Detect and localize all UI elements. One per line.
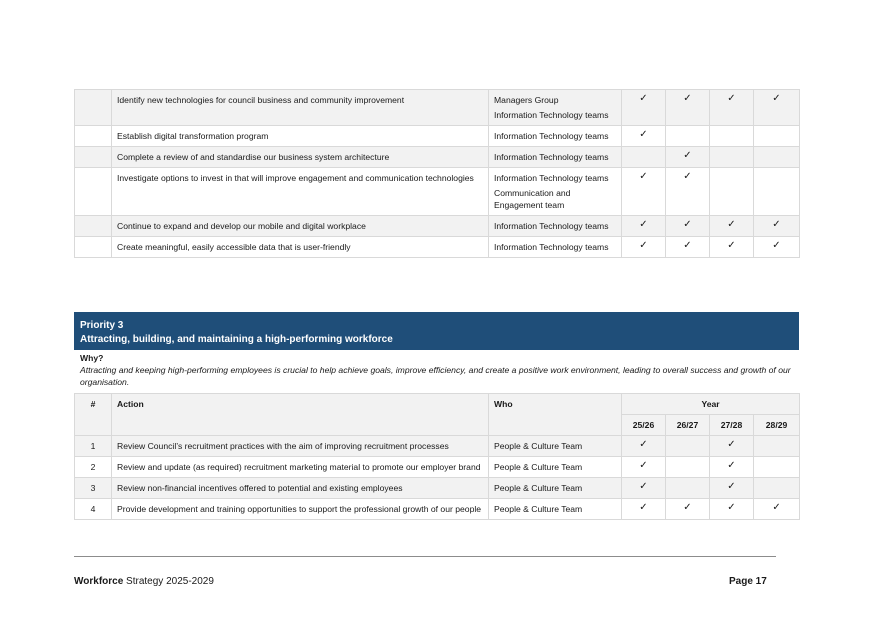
table-row xyxy=(75,457,800,478)
who-line: Communication and Engagement team xyxy=(494,188,571,210)
tick-cell: ✓ xyxy=(666,237,710,258)
why-section xyxy=(74,350,799,393)
tick-cell xyxy=(754,457,800,478)
who-cell: People & Culture Team xyxy=(489,436,622,457)
tick-cell xyxy=(666,478,710,499)
row-number xyxy=(75,237,112,258)
action-cell: Continue to expand and develop our mobile and digital workplace xyxy=(112,216,489,237)
who-cell: People & Culture Team xyxy=(489,499,622,520)
tick-cell: ✓ xyxy=(622,478,666,499)
who-cell: People & Culture Team xyxy=(489,457,622,478)
why-text: Attracting and keeping high-performing employees is crucial to help achieve goals, improve efficiency, and create a positive work environment, leading to overall success and growth of our organisation. xyxy=(80,365,791,387)
tick-cell xyxy=(754,436,800,457)
row-number: 1 xyxy=(75,436,112,457)
priority-label: Priority 3 xyxy=(80,320,124,331)
tick-cell xyxy=(622,147,666,168)
tick-cell: ✓ xyxy=(710,216,754,237)
tick-cell: ✓ xyxy=(666,499,710,520)
tick-cell xyxy=(710,168,754,216)
action-cell: Provide development and training opportunities to support the professional growth of our people xyxy=(112,499,489,520)
actions-table-priority-3 xyxy=(74,393,800,520)
footer-divider xyxy=(74,556,776,557)
action-cell: Review and update (as required) recruitment marketing material to promote our employer brand xyxy=(112,457,489,478)
table-row xyxy=(75,216,800,237)
tick-cell: ✓ xyxy=(622,237,666,258)
tick-cell: ✓ xyxy=(754,216,800,237)
who-line: Information Technology teams xyxy=(494,173,609,183)
action-cell: Investigate options to invest in that will improve engagement and communication technologies xyxy=(112,168,489,216)
tick-cell: ✓ xyxy=(754,499,800,520)
why-heading: Why? xyxy=(80,353,104,363)
who-line: Information Technology teams xyxy=(494,242,609,252)
tick-cell xyxy=(754,147,800,168)
header-year-col: 26/27 xyxy=(666,415,710,436)
actions-table-priority-2 xyxy=(74,89,800,258)
action-cell: Establish digital transformation program xyxy=(112,126,489,147)
who-line: Information Technology teams xyxy=(494,110,609,120)
header-who: Who xyxy=(489,394,622,436)
action-cell: Complete a review of and standardise our business system architecture xyxy=(112,147,489,168)
table-row xyxy=(75,90,800,126)
who-cell xyxy=(489,237,622,258)
tick-cell: ✓ xyxy=(710,499,754,520)
tick-cell: ✓ xyxy=(666,168,710,216)
table-row xyxy=(75,499,800,520)
action-cell: Review Council’s recruitment practices with the aim of improving recruitment processes xyxy=(112,436,489,457)
action-cell: Create meaningful, easily accessible data that is user-friendly xyxy=(112,237,489,258)
who-cell xyxy=(489,126,622,147)
row-number: 3 xyxy=(75,478,112,499)
row-number xyxy=(75,90,112,126)
tick-cell: ✓ xyxy=(622,499,666,520)
table-header-row xyxy=(75,394,800,415)
tick-cell: ✓ xyxy=(666,90,710,126)
header-year-col: 28/29 xyxy=(754,415,800,436)
tick-cell: ✓ xyxy=(622,168,666,216)
table-row xyxy=(75,168,800,216)
row-number: 2 xyxy=(75,457,112,478)
priority-title: Attracting, building, and maintaining a high-performing workforce xyxy=(80,334,393,345)
table-row xyxy=(75,147,800,168)
who-cell xyxy=(489,90,622,126)
tick-cell: ✓ xyxy=(754,90,800,126)
tick-cell: ✓ xyxy=(710,436,754,457)
tick-cell xyxy=(710,126,754,147)
row-number xyxy=(75,168,112,216)
tick-cell xyxy=(666,457,710,478)
tick-cell: ✓ xyxy=(710,457,754,478)
tick-cell: ✓ xyxy=(622,126,666,147)
footer-title-bold: Workforce xyxy=(74,576,124,587)
table-row xyxy=(75,126,800,147)
header-number: # xyxy=(75,394,112,436)
tick-cell: ✓ xyxy=(666,216,710,237)
row-number: 4 xyxy=(75,499,112,520)
tick-cell: ✓ xyxy=(710,90,754,126)
table-row xyxy=(75,237,800,258)
footer-page-number: Page 17 xyxy=(729,576,767,587)
who-cell xyxy=(489,147,622,168)
tick-cell xyxy=(754,168,800,216)
tick-cell xyxy=(710,147,754,168)
tick-cell: ✓ xyxy=(622,216,666,237)
header-action: Action xyxy=(112,394,489,436)
tick-cell xyxy=(754,126,800,147)
tick-cell xyxy=(666,126,710,147)
row-number xyxy=(75,126,112,147)
who-cell: People & Culture Team xyxy=(489,478,622,499)
header-year-col: 27/28 xyxy=(710,415,754,436)
table-row xyxy=(75,478,800,499)
footer-document-title xyxy=(74,576,214,587)
tick-cell: ✓ xyxy=(666,147,710,168)
table-row xyxy=(75,436,800,457)
who-cell xyxy=(489,168,622,216)
priority-banner xyxy=(74,312,799,350)
tick-cell: ✓ xyxy=(754,237,800,258)
header-year: Year xyxy=(622,394,800,415)
footer-title-rest: Strategy 2025-2029 xyxy=(123,576,214,587)
who-cell xyxy=(489,216,622,237)
who-line: Information Technology teams xyxy=(494,131,609,141)
header-year-col: 25/26 xyxy=(622,415,666,436)
row-number xyxy=(75,147,112,168)
tick-cell xyxy=(666,436,710,457)
tick-cell: ✓ xyxy=(710,478,754,499)
tick-cell: ✓ xyxy=(710,237,754,258)
action-cell: Review non-financial incentives offered to potential and existing employees xyxy=(112,478,489,499)
tick-cell: ✓ xyxy=(622,90,666,126)
tick-cell: ✓ xyxy=(622,436,666,457)
who-line: Information Technology teams xyxy=(494,221,609,231)
tick-cell: ✓ xyxy=(622,457,666,478)
who-line: Information Technology teams xyxy=(494,152,609,162)
tick-cell xyxy=(754,478,800,499)
action-cell: Identify new technologies for council business and community improvement xyxy=(112,90,489,126)
row-number xyxy=(75,216,112,237)
who-line: Managers Group xyxy=(494,95,559,105)
